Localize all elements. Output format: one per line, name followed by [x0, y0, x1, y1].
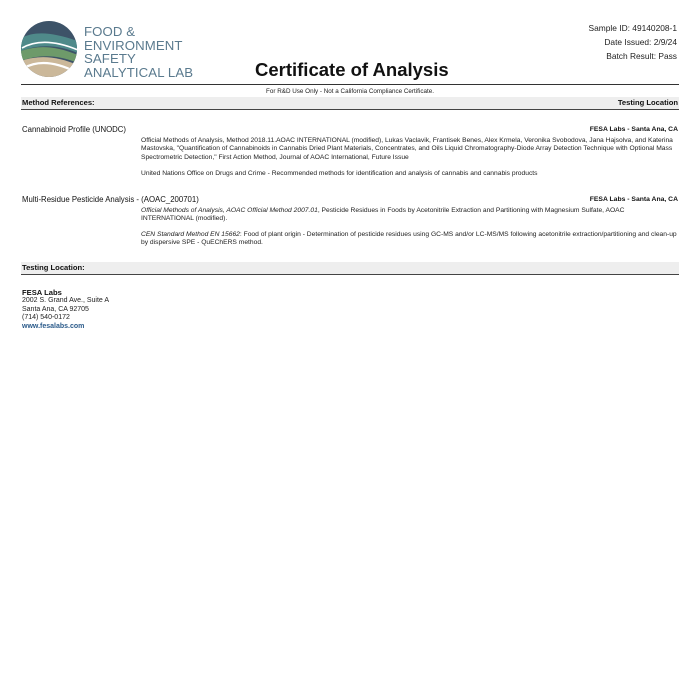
phone-number: (714) 540-0172	[22, 314, 70, 322]
method-reference	[141, 137, 679, 162]
batch-result: Batch Result: Pass	[606, 50, 677, 61]
lab-name	[84, 25, 214, 79]
testing-location-bar	[21, 262, 679, 275]
method-reference	[141, 231, 679, 248]
method-reference-italic: CEN Standard Method EN 15662	[141, 231, 240, 238]
method-references-label: Method References:	[22, 98, 95, 107]
disclaimer: For R&D Use Only - Not a California Compliance Certificate.	[266, 88, 434, 95]
lab-logo-icon	[18, 20, 80, 78]
method-reference-text: Official Methods of Analysis, Method 2018.11.AOAC INTERNATIONAL (modified), Lukas Vaclavik, Frantisek Benes, Alex Krmela, Veronika Svobodova, Jana Hajsolva, and Katerina Mastovska, "Quantification of Cannabinoids in Cannabis Dried Plant Materials, Concentrates, and Oils Liquid Chromatography-Diode Array Detection Technique with Optional Mass Spectrometric Detection," First Action Method, Journal of AOAC International, Future Issue	[141, 137, 673, 161]
lab-name-line-2: ENVIRONMENT	[84, 37, 183, 53]
method-reference	[141, 170, 679, 178]
testing-location-column-label: Testing Location	[617, 98, 678, 107]
address-line-2: Santa Ana, CA 92705	[22, 305, 89, 313]
date-issued: Date Issued: 2/9/24	[604, 36, 677, 47]
method-name: Multi-Residue Pesticide Analysis - (AOAC_200701)	[22, 195, 199, 204]
header-divider	[21, 84, 679, 85]
method-location: FESA Labs - Santa Ana, CA	[589, 196, 678, 203]
method-reference-italic: Official Methods of Analysis, AOAC Official Method 2007.01	[141, 207, 318, 214]
lab-name-line-3: SAFETY	[84, 51, 136, 66]
method-location: FESA Labs - Santa Ana, CA	[589, 126, 678, 133]
website-link[interactable]: www.fesalabs.com	[22, 322, 85, 330]
method-reference-text: United Nations Office on Drugs and Crime - Recommended methods for identification and analysis of cannabis and cannabis products	[141, 170, 538, 177]
lab-location-name: FESA Labs	[22, 288, 62, 297]
address-line-1: 2002 S. Grand Ave., Suite A	[22, 297, 110, 305]
testing-location-details	[22, 289, 109, 331]
page-title: Certificate of Analysis	[255, 59, 449, 80]
sample-id: Sample ID: 49140208-1	[588, 23, 677, 33]
sample-meta	[589, 22, 677, 63]
lab-name-line-1: FOOD &	[84, 24, 136, 39]
method-name: Cannabinoid Profile (UNODC)	[22, 125, 126, 134]
lab-name-line-4: ANALYTICAL LAB	[84, 64, 194, 80]
method-reference	[141, 207, 679, 224]
method-reference-text: , Pesticide Residues in Foods by Acetonitrile Extraction and Partitioning with Magnesium Sulfate, AOAC INTERNATIONAL (modified).	[141, 207, 625, 223]
testing-location-label: Testing Location:	[22, 263, 85, 272]
method-references-bar	[21, 97, 679, 110]
method-reference-text: : Food of plant origin - Determination of pesticide residues using GC-MS and/or LC-MS/MS following acetonitrile extraction/partitioning and clean-up by dispersive SPE - QuEChERS method.	[141, 231, 677, 247]
